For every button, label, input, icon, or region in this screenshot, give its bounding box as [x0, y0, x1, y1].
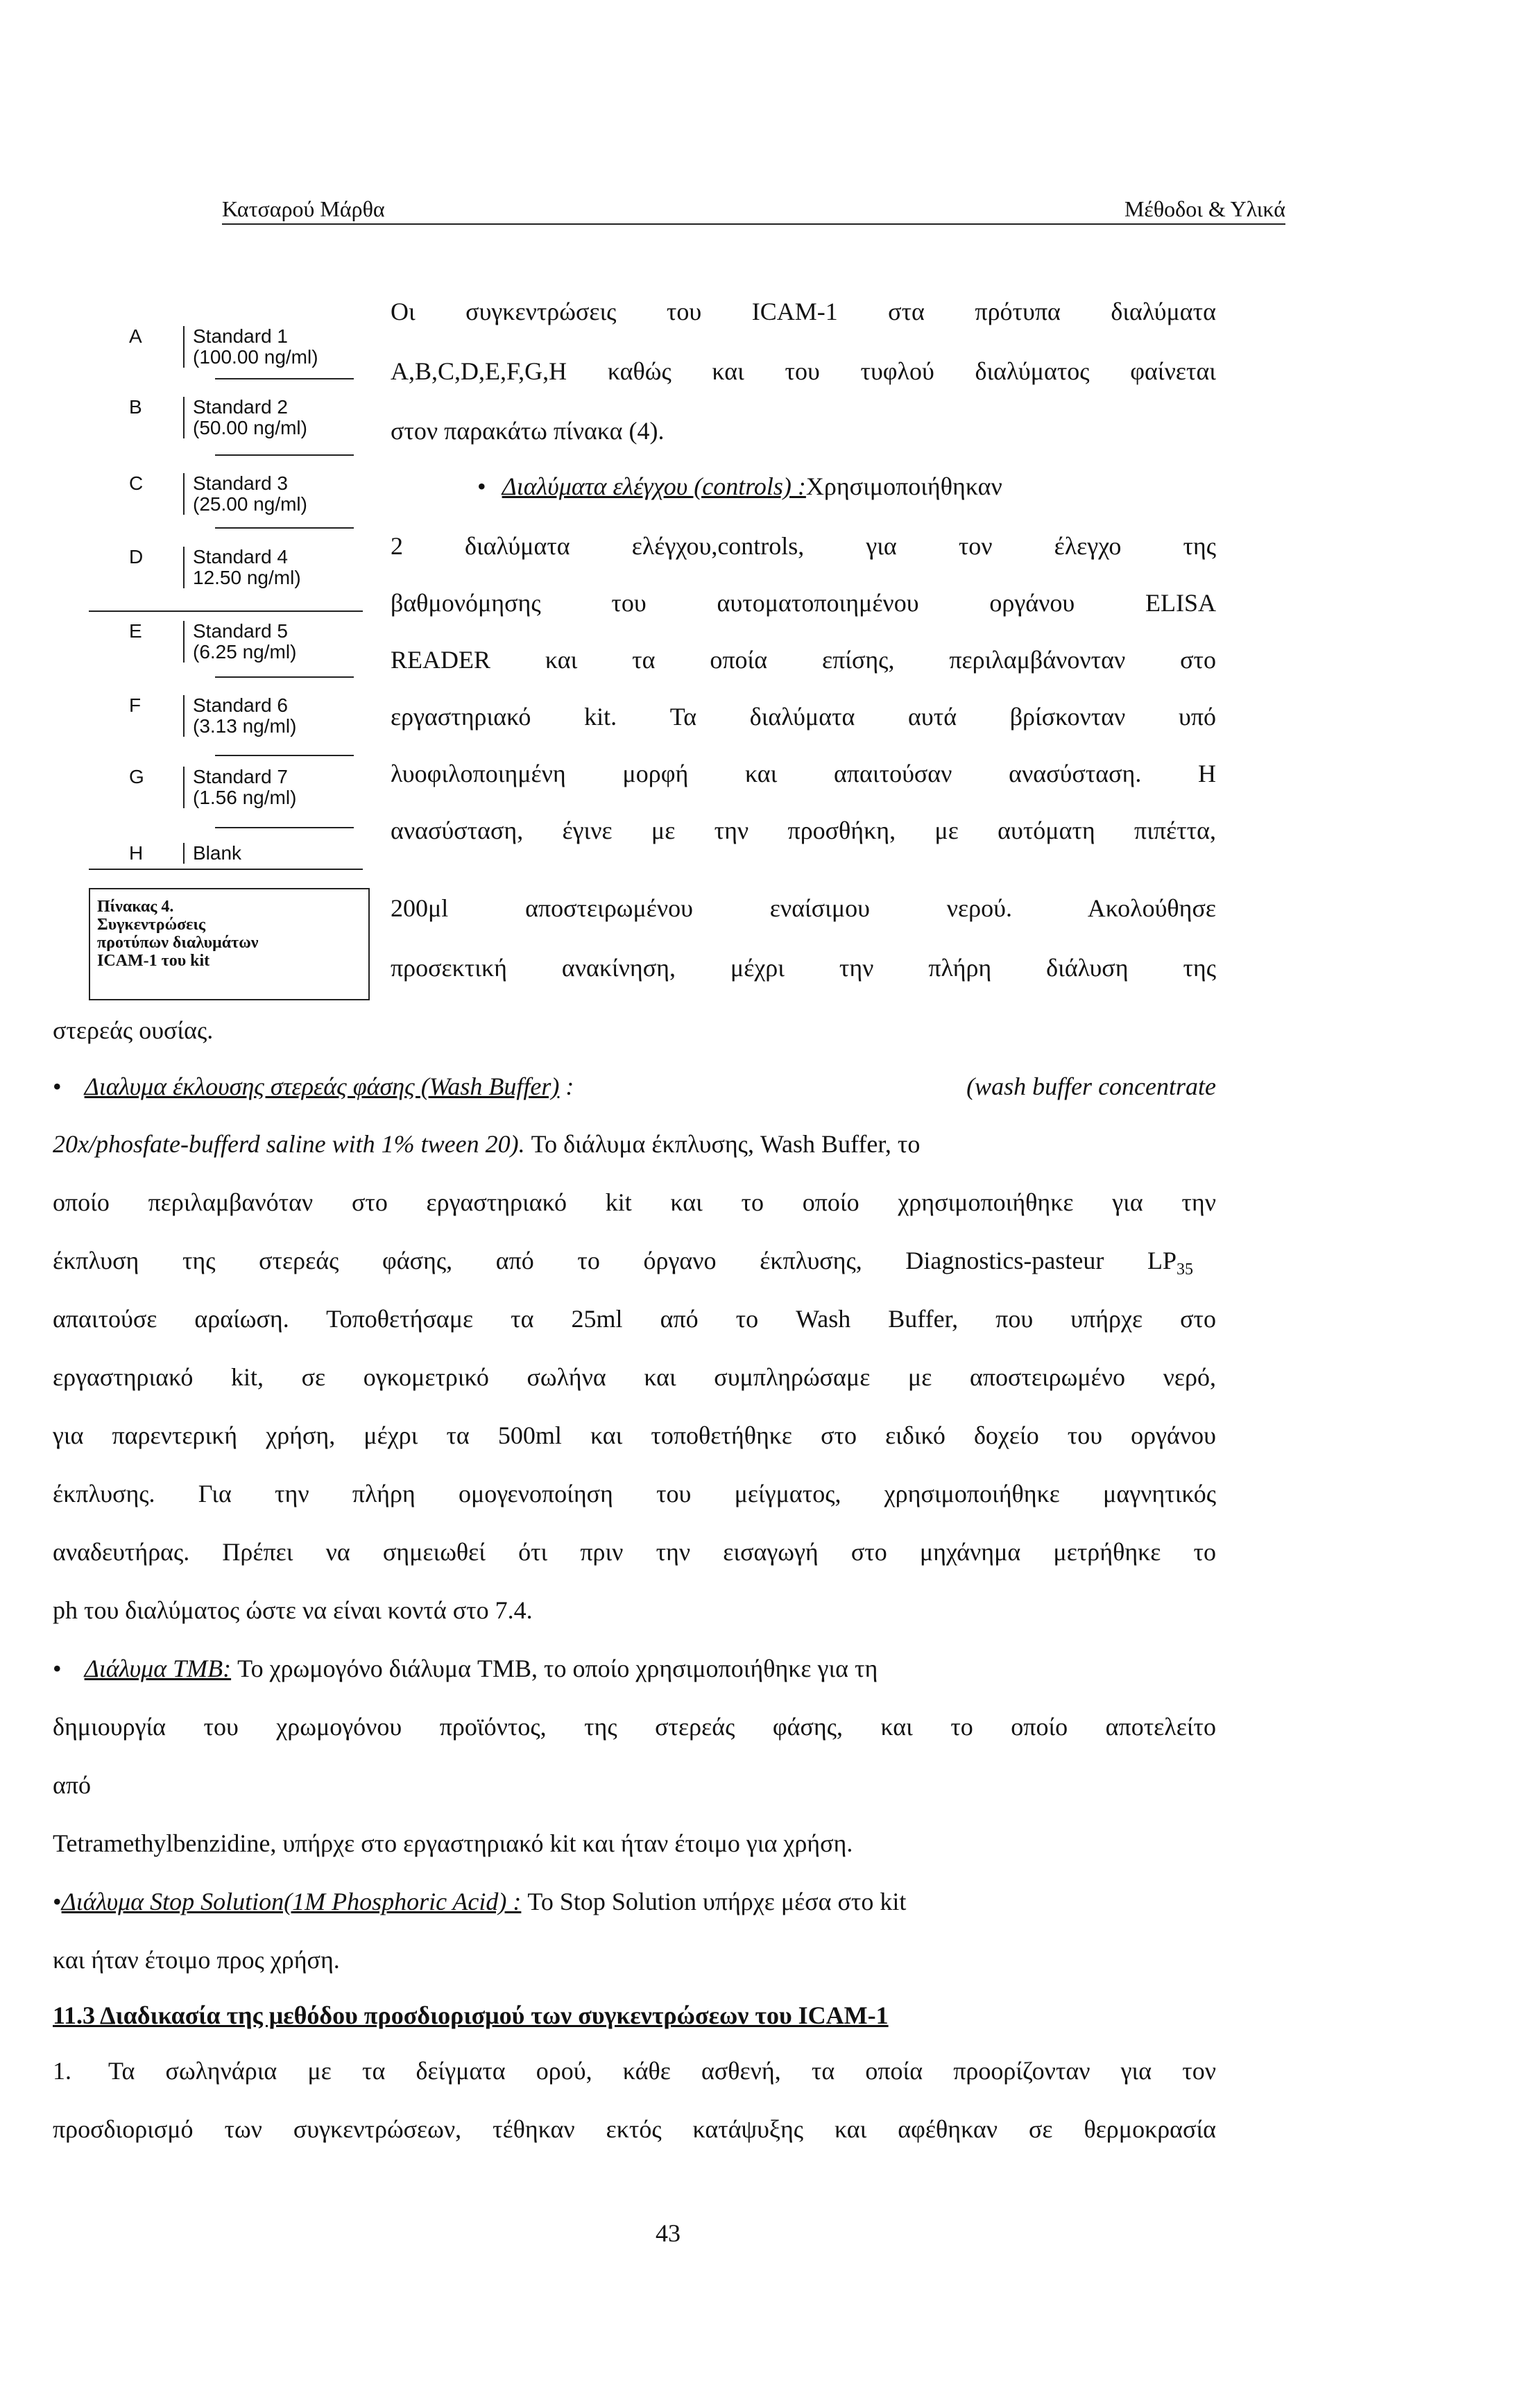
bullet: •	[53, 1073, 62, 1100]
wash-desc: 20x/phosfate-bufferd saline with 1% tween 20).	[53, 1130, 525, 1158]
caption-line: Πίνακας 4.	[97, 898, 174, 916]
standard-name: Standard 2	[193, 396, 288, 418]
standard-name: Blank	[193, 842, 242, 864]
row-divider	[215, 676, 354, 678]
row-letter: B	[129, 396, 142, 418]
wash-line	[53, 1129, 920, 1159]
caption-line: προτύπων διαλυμάτων	[97, 934, 259, 952]
row-divider	[215, 755, 354, 756]
standard-name: Standard 4	[193, 546, 288, 567]
row-letter: G	[129, 766, 144, 787]
row-letter: D	[129, 546, 144, 567]
standard-name: Standard 6	[193, 694, 288, 716]
wash-subscript: 35	[1177, 1261, 1193, 1279]
row-letter: E	[129, 620, 142, 642]
controls-title: Διαλύματα ελέγχου (controls) :	[502, 472, 806, 500]
row-letter: C	[129, 472, 144, 494]
wash-title: Διαλυμα έκλουσης στερεάς φάσης (Wash Buffer)	[84, 1073, 560, 1100]
wash-line: ph του διαλύματος ώστε να είναι κοντά στο 7.4.	[53, 1596, 533, 1624]
right-text-line: βαθμονόμησης του αυτοματοποιημένου οργάνου ELISA	[391, 589, 1216, 617]
section-heading: 11.3 Διαδικασία της μεθόδου προσδιορισμού των συγκεντρώσεων του ICAM-1	[53, 2001, 889, 2029]
solid-phase-line: στερεάς ουσίας.	[53, 1016, 214, 1044]
right-text-line: READER και τα οποία επίσης, περιλαμβάνονταν στο	[391, 646, 1216, 674]
wash-text: Το διάλυμα έκπλυσης, Wash Buffer, το	[531, 1130, 921, 1158]
row-divider	[215, 827, 354, 828]
running-header	[222, 196, 1285, 225]
tmb-text: Το χρωμογόνο διάλυμα TMB, το οποίο χρησιμοποιήθηκε για τη	[231, 1655, 878, 1682]
standard-name: Standard 7	[193, 766, 288, 787]
tmb-bullet-line	[53, 1654, 1216, 1683]
standard-conc: (3.13 ng/ml)	[193, 715, 297, 737]
tmb-line: δημιουργία του χρωμογόνου προϊόντος, της στερεάς φάσης, και το οποίο αποτελείτο	[53, 1713, 1216, 1741]
controls-bullet-line	[477, 472, 1002, 501]
standard-conc: (50.00 ng/ml)	[193, 417, 307, 438]
row-letter: A	[129, 325, 142, 347]
standard-conc: 12.50 ng/ml)	[193, 567, 301, 588]
right-text-line: 2 διαλύματα ελέγχου,controls, για τον έλεγχο της	[391, 532, 1216, 560]
stop-line: και ήταν έτοιμο προς χρήση.	[53, 1946, 340, 1974]
right-text-line: 200μl αποστειρωμένου εναίσιμου νερού. Ακολούθησε	[391, 894, 1216, 922]
row-divider	[215, 454, 354, 456]
wash-bullet-line	[53, 1072, 1216, 1101]
right-text-line: Οι συγκεντρώσεις του ICAM-1 στα πρότυπα διαλύματα	[391, 298, 1216, 325]
standard-conc: (100.00 ng/ml)	[193, 346, 318, 368]
step-number: 1.	[53, 2057, 71, 2085]
row-divider	[89, 610, 363, 612]
tmb-title: Διάλυμα TMB:	[84, 1655, 232, 1682]
right-text-line: στον παρακάτω πίνακα (4).	[391, 417, 665, 445]
row-divider	[215, 527, 354, 529]
standard-name: Standard 3	[193, 472, 288, 494]
standard-conc: (6.25 ng/ml)	[193, 641, 297, 663]
header-section: Μέθοδοι & Υλικά	[1124, 196, 1285, 221]
wash-line: εργαστηριακό kit, σε ογκομετρικό σωλήνα και συμπληρώσαμε με αποστειρωμένο νερό,	[53, 1363, 1216, 1391]
right-text-line: εργαστηριακό kit. Τα διαλύματα αυτά βρίσκονταν υπό	[391, 703, 1216, 731]
right-text-line: προσεκτική ανακίνηση, μέχρι την πλήρη διάλυση της	[391, 954, 1216, 982]
wash-line: οποίο περιλαμβανόταν στο εργαστηριακό kit και το οποίο χρησιμοποιήθηκε για την	[53, 1188, 1216, 1216]
controls-rest: Χρησιμοποιήθηκαν	[805, 472, 1002, 500]
table-caption	[89, 888, 370, 1000]
stop-title: Διάλυμα Stop Solution(1M Phosphoric Acid) :	[61, 1888, 522, 1915]
header-author: Κατσαρού Μάρθα	[222, 196, 385, 221]
standard-name: Standard 5	[193, 620, 288, 642]
stop-text: Το Stop Solution υπήρχε μέσα στο kit	[521, 1888, 907, 1915]
caption-line: Συγκεντρώσεις	[97, 916, 205, 934]
wash-line: αναδευτήρας. Πρέπει να σημειωθεί ότι πριν την εισαγωγή στο μηχάνημα μετρήθηκε το	[53, 1538, 1216, 1566]
tmb-line: Tetramethylbenzidine, υπήρχε στο εργαστηριακό kit και ήταν έτοιμο για χρήση.	[53, 1829, 853, 1857]
row-divider	[215, 378, 354, 379]
standard-conc: (25.00 ng/ml)	[193, 493, 307, 515]
standard-conc: (1.56 ng/ml)	[193, 787, 297, 808]
wash-line: έκπλυσης. Για την πλήρη ομογενοποίηση του μείγματος, χρησιμοποιήθηκε μαγνητικός	[53, 1480, 1216, 1507]
stop-bullet-line	[53, 1887, 906, 1916]
step-line: προσδιορισμό των συγκεντρώσεων, τέθηκαν εκτός κατάψυξης και αφέθηκαν σε θερμοκρασία	[53, 2115, 1216, 2143]
wash-desc: (wash buffer concentrate	[966, 1073, 1216, 1100]
standard-name: Standard 1	[193, 325, 288, 347]
wash-line: απαιτούσε αραίωση. Τοποθετήσαμε τα 25ml από το Wash Buffer, που υπήρχε στο	[53, 1305, 1216, 1333]
row-divider	[89, 869, 363, 870]
wash-colon: :	[559, 1073, 574, 1100]
tmb-line: από	[53, 1771, 92, 1799]
right-text-line: A,B,C,D,E,F,G,H καθώς και του τυφλού διαλύματος φαίνεται	[391, 357, 1216, 385]
bullet: •	[53, 1888, 62, 1915]
bullet: •	[477, 472, 486, 500]
step-text: Τα σωληνάρια με τα δείγματα ορού, κάθε ασθενή, τα οποία προορίζονταν για τον	[108, 2057, 1216, 2085]
step-line	[53, 2056, 1216, 2085]
row-letter: H	[129, 842, 144, 864]
bullet: •	[53, 1655, 62, 1682]
wash-line: για παρεντερική χρήση, μέχρι τα 500ml και τοποθετήθηκε στο ειδικό δοχείο του οργάνου	[53, 1421, 1216, 1449]
row-letter: F	[129, 694, 142, 716]
right-text-line: ανασύσταση, έγινε με την προσθήκη, με αυτόματη πιπέττα,	[391, 817, 1216, 844]
caption-line: ICAM-1 του kit	[97, 952, 210, 970]
right-text-line: λυοφιλοποιημένη μορφή και απαιτούσαν ανασύσταση. Η	[391, 760, 1216, 787]
wash-text: έκπλυση της στερεάς φάσης, από το όργανο έκπλυσης, Diagnostics-pasteur LP	[53, 1247, 1177, 1274]
page-number: 43	[656, 2219, 681, 2247]
wash-line	[53, 1246, 1216, 1284]
